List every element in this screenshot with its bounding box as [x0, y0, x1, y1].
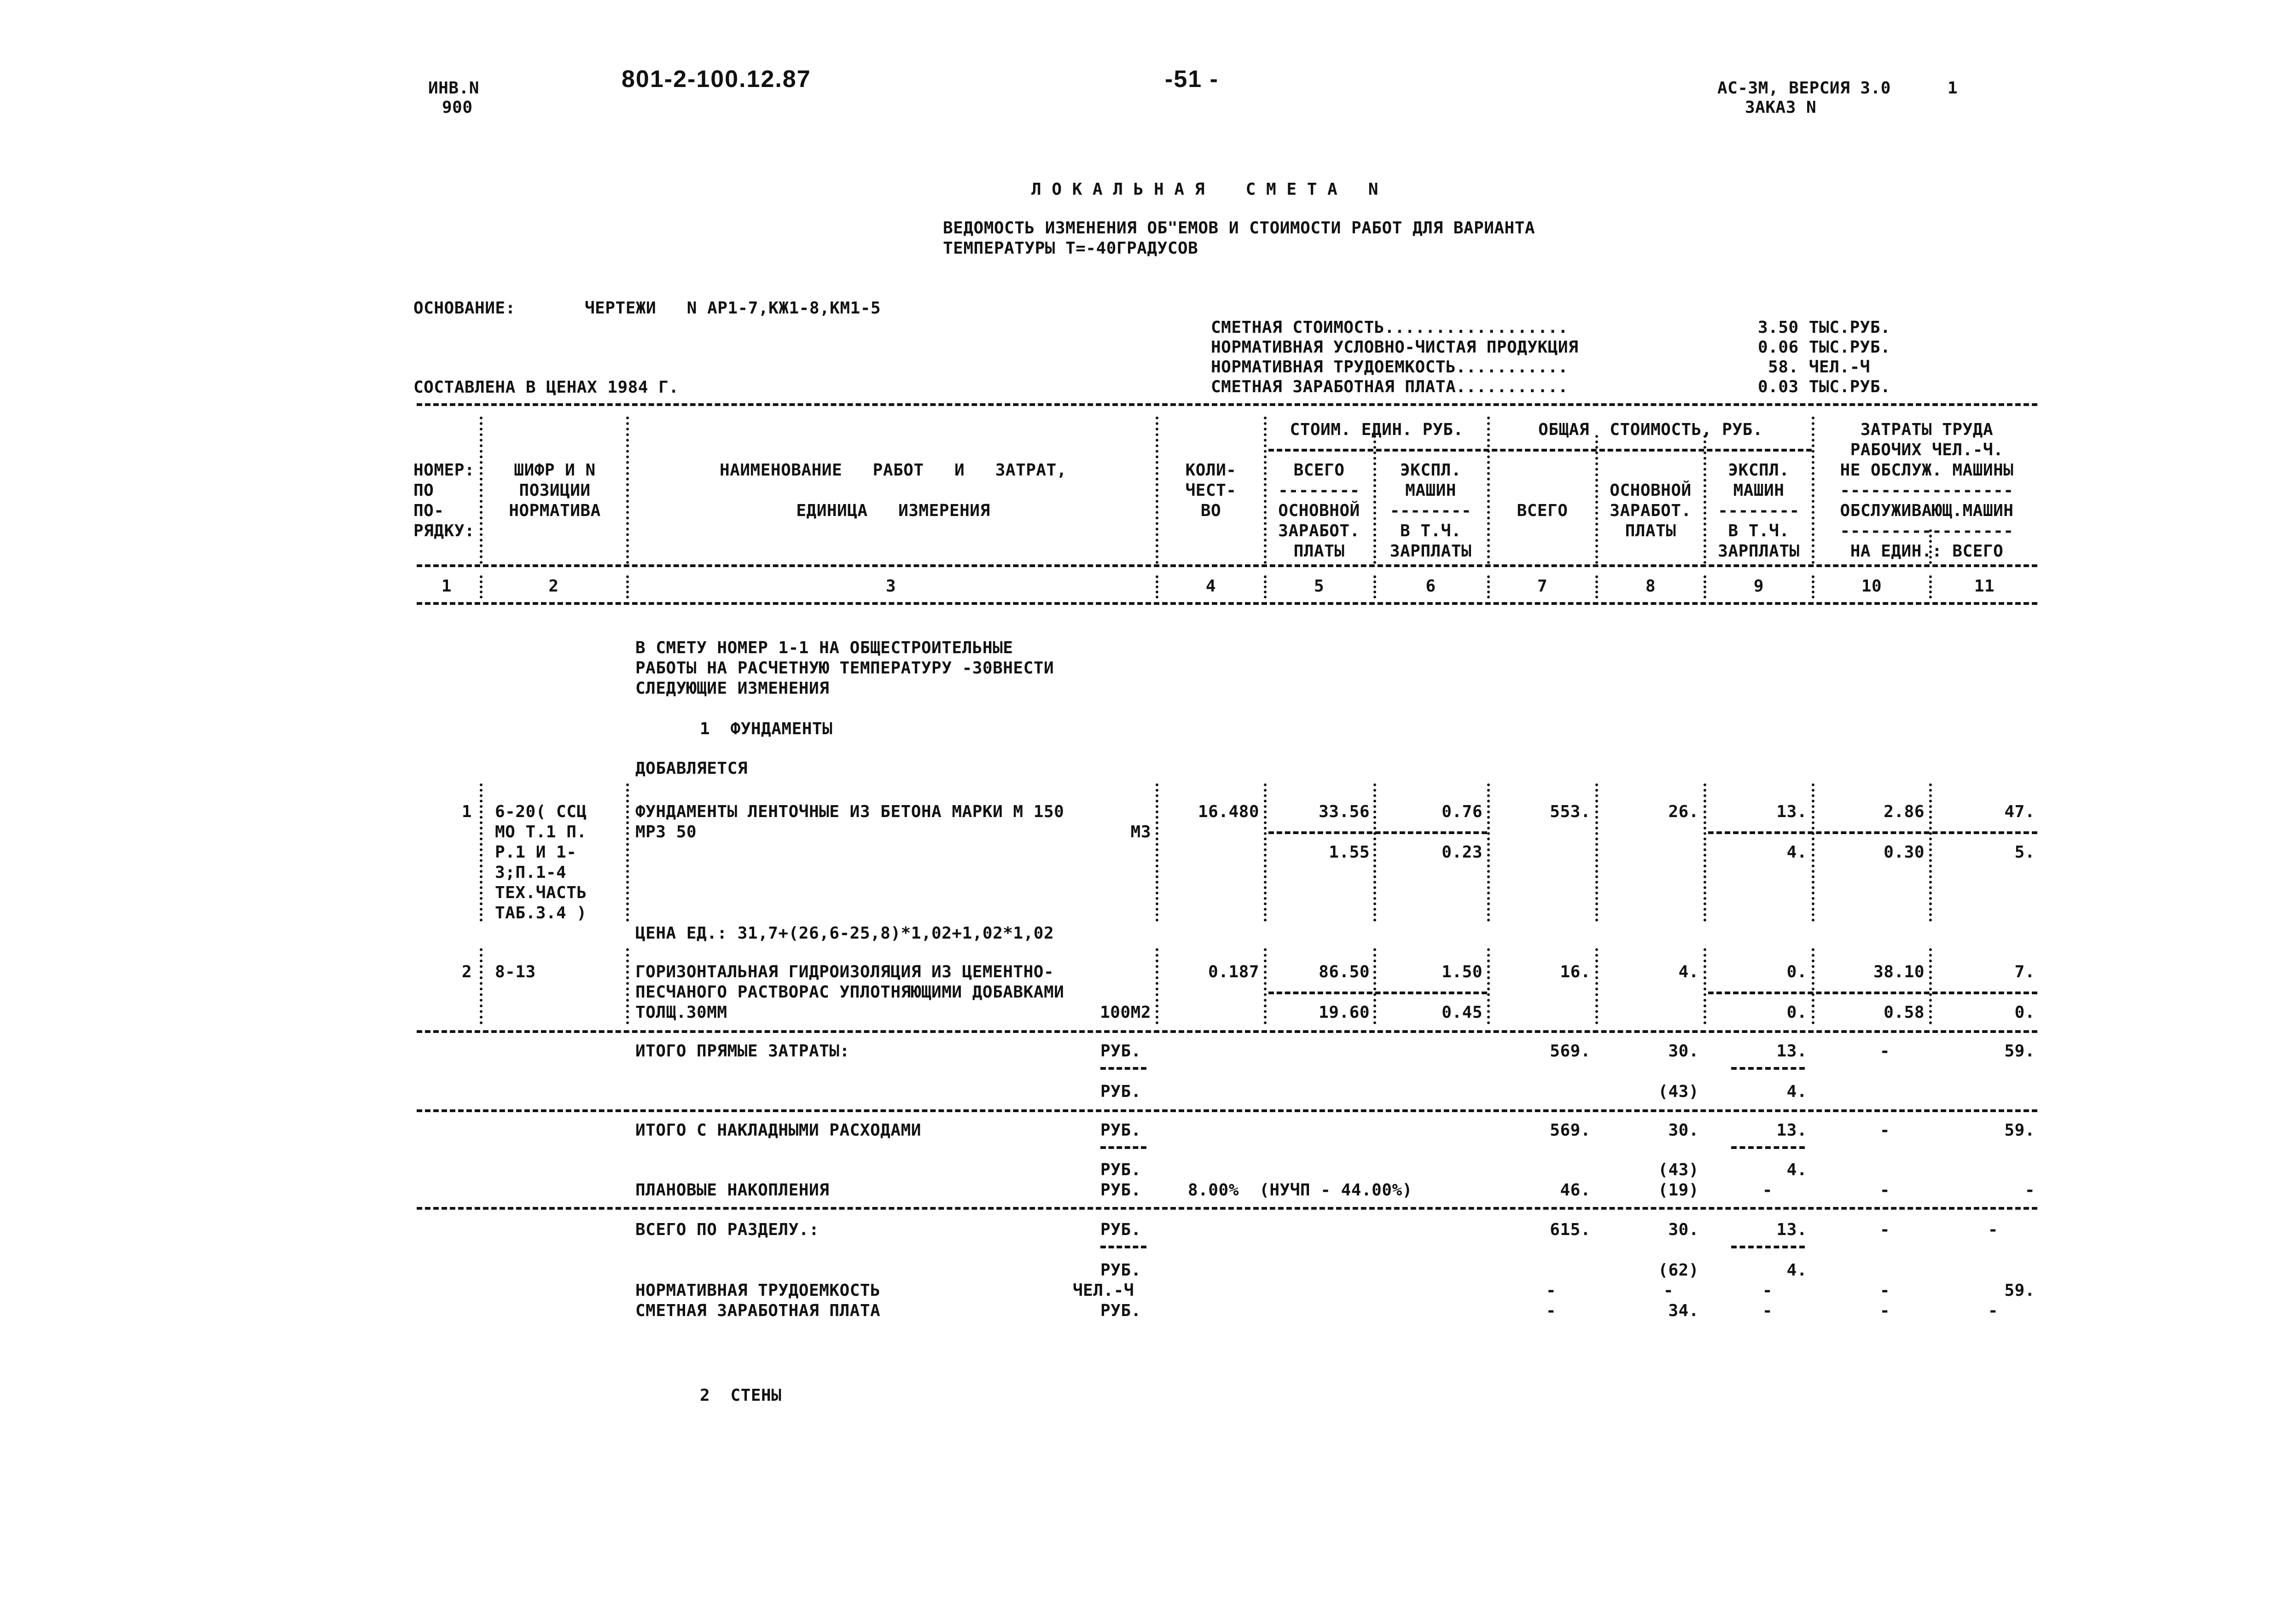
total-overhead-unit: РУБ.	[1100, 1121, 1141, 1140]
unit-cost-machine-wages: 0.45	[1442, 1003, 1483, 1022]
header-col2-line3: ШИФР И N	[514, 461, 596, 480]
document-subtitle-1: ВЕДОМОСТЬ ИЗМЕНЕНИЯ ОБ"ЕМОВ И СТОИМОСТИ РАБОТ ДЛЯ ВАРИАНТА	[943, 219, 1535, 238]
header-c9-3: --------	[1718, 501, 1800, 520]
total-direct-machines-2: 4.	[1786, 1082, 1807, 1101]
header-c9-2: МАШИН	[1733, 481, 1785, 500]
col-separator	[1812, 783, 1814, 922]
unit-of-measure: М3	[1130, 823, 1151, 841]
labor-intensity-unit: ЧЕЛ.-Ч	[1073, 1281, 1134, 1300]
header-c5-4: ЗАРАБОТ.	[1278, 522, 1360, 540]
col-separator	[1156, 783, 1158, 922]
col-separator	[1812, 575, 1814, 598]
summary-label-4: СМЕТНАЯ ЗАРАБОТНАЯ ПЛАТА...........	[1211, 377, 1569, 396]
col-separator	[1929, 948, 1932, 1024]
estimated-wages-cost: -	[1546, 1301, 1556, 1320]
total-direct-label: ИТОГО ПРЯМЫЕ ЗАТРАТЫ:	[635, 1042, 850, 1061]
col-separator	[1487, 417, 1490, 564]
intro-line-3: СЛЕДУЮЩИЕ ИЗМЕНЕНИЯ	[635, 679, 830, 698]
norm-code-line: 3;П.1-4	[495, 863, 567, 882]
labor-total: 7.	[2014, 963, 2035, 981]
col-separator	[626, 575, 629, 598]
estimated-wages-wages: 34.	[1668, 1301, 1699, 1320]
labor-per-unit-machine: 0.58	[1884, 1003, 1925, 1022]
inventory-value: 900	[442, 98, 473, 117]
norm-code-line: 8-13	[495, 963, 536, 981]
page-number: -51 -	[1165, 66, 1219, 93]
rule	[1708, 831, 2037, 834]
unit-cost-machines: 0.76	[1442, 802, 1483, 821]
col-separator	[1264, 575, 1267, 598]
total-machine-wages: 0.	[1786, 1003, 1807, 1022]
rule	[1268, 449, 1812, 452]
total-overhead-unit-2: РУБ.	[1100, 1160, 1141, 1179]
col-separator	[1487, 575, 1490, 598]
summary-value-1: 3.50 ТЫС.РУБ.	[1758, 318, 1891, 337]
unit-cost-total: 33.56	[1319, 802, 1370, 821]
total-overhead-labor-unit: -	[1879, 1121, 1890, 1140]
document-title: Л О К А Л Ь Н А Я С М Е Т А N	[1031, 180, 1378, 199]
section-total-machines-2: 4.	[1786, 1261, 1807, 1280]
rule	[1268, 992, 1487, 994]
rule	[417, 1207, 2037, 1210]
total-wages: 4.	[1678, 963, 1699, 981]
header-unit-cost: СТОИМ. ЕДИН. РУБ.	[1290, 420, 1464, 439]
header-col4-line4: ЧЕСТ-	[1185, 481, 1237, 500]
summary-label-3: НОРМАТИВНАЯ ТРУДОЕМКОСТЬ...........	[1211, 358, 1569, 377]
section-title-foundations: 1 ФУНДАМЕНТЫ	[700, 719, 833, 738]
col-separator	[1704, 783, 1706, 922]
header-labor-2: РАБОЧИХ ЧЕЛ.-Ч.	[1850, 441, 2004, 459]
col-separator	[626, 783, 629, 922]
planned-machines: -	[1762, 1181, 1773, 1200]
unit-cost-wages: 1.55	[1329, 843, 1370, 862]
rule	[417, 1109, 2037, 1112]
col-separator	[1373, 575, 1376, 598]
rule	[417, 602, 2037, 605]
header-c6-1: ЭКСПЛ.	[1400, 461, 1462, 480]
header-c1011-1: НЕ ОБСЛУЖ. МАШИНЫ	[1840, 461, 2014, 480]
summary-label-2: НОРМАТИВНАЯ УСЛОВНО-ЧИСТАЯ ПРОДУКЦИЯ	[1211, 338, 1579, 357]
norm-code-line: ТАБ.3.4 )	[495, 904, 587, 922]
summary-value-2: 0.06 ТЫС.РУБ.	[1758, 338, 1891, 357]
total-direct-cost: 569.	[1550, 1042, 1591, 1061]
summary-label-1: СМЕТНАЯ СТОИМОСТЬ..................	[1211, 318, 1569, 337]
unit-cost-wages: 19.60	[1319, 1003, 1370, 1022]
total-overhead-machines-2: 4.	[1786, 1160, 1807, 1179]
labor-intensity-total: 59.	[2004, 1281, 2035, 1300]
column-number: 6	[1425, 577, 1436, 596]
total-direct-wages-2: (43)	[1658, 1082, 1699, 1101]
unit-cost-machines: 1.50	[1442, 963, 1483, 981]
inventory-label: ИНВ.N	[428, 79, 479, 98]
total-overhead-machines: 13.	[1776, 1121, 1807, 1140]
basis-label: ОСНОВАНИЕ:	[413, 299, 516, 318]
labor-total-machine: 0.	[2014, 1003, 2035, 1022]
document-code: 801-2-100.12.87	[622, 66, 811, 93]
header-c1011-2: -----------------	[1840, 481, 2014, 500]
work-name-line: ПЕСЧАНОГО РАСТВОРАС УПЛОТНЯЮЩИМИ ДОБАВКАМИ	[635, 983, 1064, 1002]
rule	[1708, 992, 2037, 994]
header-c6-4: В Т.Ч.	[1400, 522, 1462, 540]
column-number: 8	[1645, 577, 1656, 596]
labor-per-unit: 38.10	[1873, 963, 1925, 981]
planned-labor: -	[2024, 1181, 2035, 1200]
quantity: 16.480	[1198, 802, 1259, 821]
col-separator	[1156, 575, 1158, 598]
rule	[1100, 1146, 1146, 1149]
price-level: СОСТАВЛЕНА В ЦЕНАХ 1984 Г.	[413, 378, 679, 397]
summary-value-3: 58. ЧЕЛ.-Ч	[1758, 358, 1870, 377]
header-c8-3: ЗАРАБОТ.	[1610, 501, 1692, 520]
header-c5-2: --------	[1278, 481, 1360, 500]
header-c6-2: МАШИН	[1405, 481, 1456, 500]
quantity: 0.187	[1208, 963, 1259, 981]
header-c9-5: ЗАРПЛАТЫ	[1718, 542, 1800, 561]
total-overhead-labor: 59.	[2004, 1121, 2035, 1140]
col-separator	[1929, 783, 1932, 922]
norm-code-line: МО Т.1 П.	[495, 823, 587, 841]
work-name-line: ФУНДАМЕНТЫ ЛЕНТОЧНЫЕ ИЗ БЕТОНА МАРКИ М 150	[635, 802, 1064, 821]
header-col3-line5: ЕДИНИЦА ИЗМЕРЕНИЯ	[796, 501, 990, 520]
order-label: ЗАКАЗ N	[1745, 98, 1817, 117]
rule	[1731, 1146, 1805, 1149]
labor-per-unit-machine: 0.30	[1884, 843, 1925, 862]
section-added-label: ДОБАВЛЯЕТСЯ	[635, 759, 748, 778]
col-separator	[1487, 948, 1490, 1024]
header-c1011-4: -----------------	[1840, 522, 2014, 540]
total-direct-wages: 30.	[1668, 1042, 1699, 1061]
unit-cost-total: 86.50	[1319, 963, 1370, 981]
norm-code-line: 6-20( ССЦ	[495, 802, 587, 821]
rule	[1100, 1246, 1146, 1248]
header-col4-line3: КОЛИ-	[1185, 461, 1237, 480]
section-total-wages-2: (62)	[1658, 1261, 1699, 1280]
header-c9-4: В Т.Ч.	[1728, 522, 1790, 540]
header-col1-line4: ПО	[413, 481, 434, 500]
estimated-wages-unit: РУБ.	[1100, 1301, 1141, 1320]
col-separator	[480, 783, 483, 922]
header-col1-line3: НОМЕР:	[413, 461, 475, 480]
rule	[417, 564, 2037, 567]
col-separator	[480, 417, 483, 564]
column-number: 10	[1861, 577, 1882, 596]
col-separator	[1812, 948, 1814, 1024]
header-c6-3: --------	[1390, 501, 1472, 520]
summary-value-4: 0.03 ТЫС.РУБ.	[1758, 377, 1891, 396]
section-total-label: ВСЕГО ПО РАЗДЕЛУ.:	[635, 1220, 820, 1239]
header-c5-5: ПЛАТЫ	[1293, 542, 1345, 561]
col-separator	[1929, 575, 1932, 598]
estimated-wages-labor: -	[1988, 1301, 1998, 1320]
row-number: 1	[461, 802, 472, 821]
col-separator	[480, 575, 483, 598]
total-direct-machines: 13.	[1776, 1042, 1807, 1061]
labor-total-machine: 5.	[2014, 843, 2035, 862]
rule	[1268, 831, 1487, 834]
header-c5-3: ОСНОВНОЙ	[1278, 501, 1360, 520]
work-name-line: ГОРИЗОНТАЛЬНАЯ ГИДРОИЗОЛЯЦИЯ ИЗ ЦЕМЕНТНО-	[635, 963, 1054, 981]
header-col4-line5: ВО	[1200, 501, 1221, 520]
total-direct-unit: РУБ.	[1100, 1042, 1141, 1061]
header-c8-4: ПЛАТЫ	[1625, 522, 1676, 540]
col-separator	[1373, 435, 1376, 564]
col-separator	[1704, 948, 1706, 1024]
work-name-line: ТОЛЩ.30ММ	[635, 1003, 727, 1022]
planned-percent: 8.00% (НУЧП - 44.00%)	[1188, 1181, 1413, 1200]
estimated-wages-labor-unit: -	[1879, 1301, 1890, 1320]
header-col1-line5: ПО-	[413, 501, 444, 520]
header-total-cost: ОБЩАЯ СТОИМОСТЬ, РУБ.	[1538, 420, 1763, 439]
estimated-wages-label: СМЕТНАЯ ЗАРАБОТНАЯ ПЛАТА	[635, 1301, 881, 1320]
column-number: 2	[548, 577, 559, 596]
section-total-labor-unit: -	[1879, 1220, 1890, 1239]
header-col1-line6: РЯДКУ:	[413, 522, 475, 540]
planned-wages: (19)	[1658, 1181, 1699, 1200]
header-c1011-5: НА ЕДИН.: ВСЕГО	[1850, 542, 2004, 561]
col-separator	[1812, 417, 1814, 564]
header-c7: ВСЕГО	[1517, 501, 1568, 520]
version-page: 1	[1948, 79, 1958, 98]
planned-unit: РУБ.	[1100, 1181, 1141, 1200]
row-number: 2	[461, 963, 472, 981]
header-c5-1: ВСЕГО	[1293, 461, 1345, 480]
col-separator	[1595, 783, 1598, 922]
total-machines: 13.	[1776, 802, 1807, 821]
rule	[417, 403, 2037, 406]
header-col2-line4: ПОЗИЦИИ	[519, 481, 591, 500]
labor-intensity-machines: -	[1762, 1281, 1773, 1300]
program-version: АС-3М, ВЕРСИЯ 3.0	[1717, 79, 1891, 98]
column-number: 11	[1974, 577, 1995, 596]
rule	[417, 1030, 2037, 1033]
planned-label: ПЛАНОВЫЕ НАКОПЛЕНИЯ	[635, 1181, 830, 1200]
unit-of-measure: 100М2	[1100, 1003, 1151, 1022]
labor-total: 47.	[2004, 802, 2035, 821]
col-separator	[1487, 783, 1490, 922]
labor-intensity-wages: -	[1663, 1281, 1674, 1300]
work-name-line: МРЗ 50	[635, 823, 697, 841]
header-col2-line5: НОРМАТИВА	[509, 501, 601, 520]
column-number: 5	[1314, 577, 1325, 596]
header-c6-5: ЗАРПЛАТЫ	[1390, 542, 1472, 561]
header-c9-1: ЭКСПЛ.	[1728, 461, 1790, 480]
total-direct-unit-2: РУБ.	[1100, 1082, 1141, 1101]
rule	[1731, 1246, 1805, 1248]
col-separator	[1373, 948, 1376, 1024]
total-overhead-cost: 569.	[1550, 1121, 1591, 1140]
intro-line-1: В СМЕТУ НОМЕР 1-1 НА ОБЩЕСТРОИТЕЛЬНЫЕ	[635, 638, 1013, 657]
total-machines: 0.	[1786, 963, 1807, 981]
total-wages: 26.	[1668, 802, 1699, 821]
col-separator	[1595, 575, 1598, 598]
column-number: 4	[1205, 577, 1216, 596]
total-direct-labor: 59.	[2004, 1042, 2035, 1061]
price-formula: ЦЕНА ЕД.: 31,7+(26,6-25,8)*1,02+1,02*1,02	[635, 924, 1054, 943]
basis-value: ЧЕРТЕЖИ N АР1-7,КЖ1-8,КМ1-5	[585, 299, 881, 318]
planned-labor-unit: -	[1879, 1181, 1890, 1200]
total-direct-labor-unit: -	[1879, 1042, 1890, 1061]
column-number: 7	[1537, 577, 1548, 596]
rule	[1731, 1067, 1805, 1070]
col-separator	[1595, 948, 1598, 1024]
total-overhead-wages: 30.	[1668, 1121, 1699, 1140]
col-separator	[1156, 417, 1158, 564]
norm-code-line: Р.1 И 1-	[495, 843, 577, 862]
section-title-walls: 2 СТЕНЫ	[700, 1386, 782, 1405]
col-separator	[480, 948, 483, 1024]
col-separator	[1264, 948, 1267, 1024]
section-total-unit-2: РУБ.	[1100, 1261, 1141, 1280]
labor-per-unit: 2.86	[1884, 802, 1925, 821]
labor-intensity-cost: -	[1546, 1281, 1556, 1300]
col-separator	[1264, 783, 1267, 922]
col-separator	[626, 417, 629, 564]
col-separator	[1156, 948, 1158, 1024]
column-number: 3	[885, 577, 896, 596]
col-separator	[626, 948, 629, 1024]
section-total-wages: 30.	[1668, 1220, 1699, 1239]
labor-intensity-label: НОРМАТИВНАЯ ТРУДОЕМКОСТЬ	[635, 1281, 881, 1300]
section-total-labor: -	[1988, 1220, 1998, 1239]
total-machine-wages: 4.	[1786, 843, 1807, 862]
estimated-wages-machines: -	[1762, 1301, 1773, 1320]
rule	[1100, 1067, 1146, 1070]
labor-intensity-labor-unit: -	[1879, 1281, 1890, 1300]
planned-cost: 46.	[1560, 1181, 1591, 1200]
header-c1011-3: ОБСЛУЖИВАЮЩ.МАШИН	[1840, 501, 2014, 520]
header-labor: ЗАТРАТЫ ТРУДА	[1860, 420, 1994, 439]
col-separator	[1373, 783, 1376, 922]
total-cost: 553.	[1550, 802, 1591, 821]
section-total-machines: 13.	[1776, 1220, 1807, 1239]
header-col3-line3: НАИМЕНОВАНИЕ РАБОТ И ЗАТРАТ,	[720, 461, 1067, 480]
section-total-unit: РУБ.	[1100, 1220, 1141, 1239]
column-number: 1	[441, 577, 452, 596]
total-overhead-label: ИТОГО С НАКЛАДНЫМИ РАСХОДАМИ	[635, 1121, 921, 1140]
intro-line-2: РАБОТЫ НА РАСЧЕТНУЮ ТЕМПЕРАТУРУ -30ВНЕСТИ	[635, 659, 1054, 678]
col-separator	[1704, 575, 1706, 598]
total-cost: 16.	[1560, 963, 1591, 981]
document-subtitle-2: ТЕМПЕРАТУРЫ Т=-40ГРАДУСОВ	[943, 239, 1198, 258]
section-total-cost: 615.	[1550, 1220, 1591, 1239]
unit-cost-machine-wages: 0.23	[1442, 843, 1483, 862]
header-c8-2: ОСНОВНОЙ	[1610, 481, 1692, 500]
norm-code-line: ТЕХ.ЧАСТЬ	[495, 883, 587, 902]
column-number: 9	[1753, 577, 1764, 596]
total-overhead-wages-2: (43)	[1658, 1160, 1699, 1179]
